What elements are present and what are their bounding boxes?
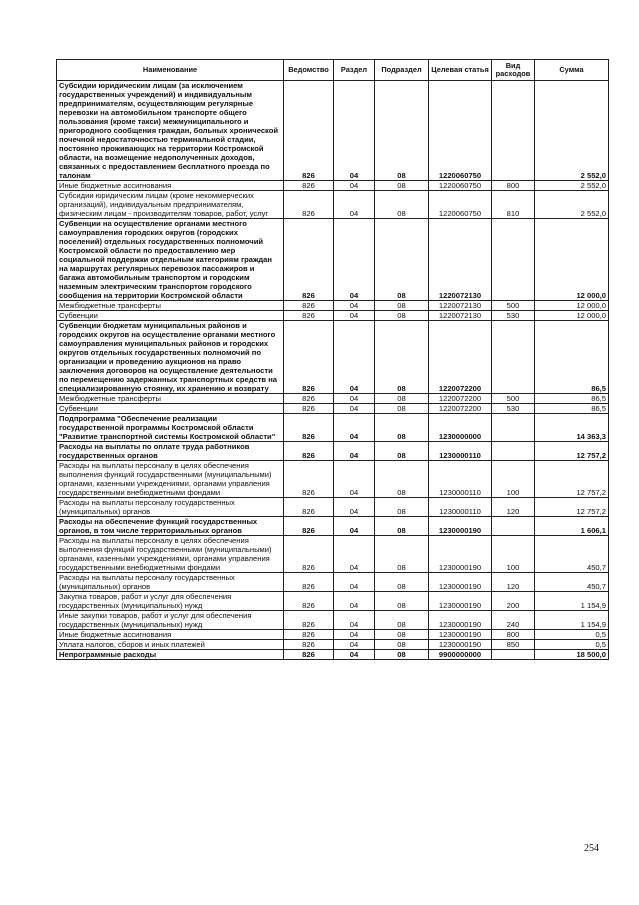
cell-section: 04 (334, 498, 375, 517)
budget-table (56, 59, 609, 660)
cell-subsection: 08 (375, 650, 429, 660)
cell-dept: 826 (284, 191, 334, 219)
cell-dept: 826 (284, 517, 334, 536)
cell-type: 500 (492, 301, 535, 311)
cell-name: Расходы на выплаты персоналу в целях обеспечения выполнения функций государственными (муниципальными) органами, казенными учреждениями, органами управления государственными внебюджетными фондами (57, 536, 284, 573)
cell-name: Расходы на выплаты персоналу государственных (муниципальных) органов (57, 498, 284, 517)
cell-type (492, 517, 535, 536)
table-row (57, 219, 609, 301)
cell-dept: 826 (284, 640, 334, 650)
cell-article: 1230000190 (429, 573, 492, 592)
header-article: Целевая статья (429, 60, 492, 81)
cell-subsection: 08 (375, 191, 429, 219)
cell-article: 9900000000 (429, 650, 492, 660)
cell-section: 04 (334, 517, 375, 536)
cell-subsection: 08 (375, 573, 429, 592)
cell-section: 04 (334, 311, 375, 321)
cell-subsection: 08 (375, 394, 429, 404)
cell-dept: 826 (284, 592, 334, 611)
cell-subsection: 08 (375, 404, 429, 414)
cell-sum: 12 000,0 (535, 311, 609, 321)
cell-name: Межбюджетные трансферты (57, 301, 284, 311)
table-row (57, 311, 609, 321)
cell-dept: 826 (284, 219, 334, 301)
cell-dept: 826 (284, 536, 334, 573)
cell-name: Расходы на выплаты персоналу государственных (муниципальных) органов (57, 573, 284, 592)
cell-article: 1230000110 (429, 498, 492, 517)
table-row (57, 592, 609, 611)
table-row (57, 301, 609, 311)
cell-dept: 826 (284, 442, 334, 461)
header-type: Вид расходов (492, 60, 535, 81)
cell-sum: 86,5 (535, 394, 609, 404)
cell-subsection: 08 (375, 517, 429, 536)
cell-sum: 2 552,0 (535, 191, 609, 219)
cell-name: Субвенции (57, 311, 284, 321)
cell-type: 530 (492, 404, 535, 414)
cell-subsection: 08 (375, 219, 429, 301)
cell-dept: 826 (284, 498, 334, 517)
cell-article: 1230000190 (429, 536, 492, 573)
cell-type: 800 (492, 181, 535, 191)
cell-dept: 826 (284, 321, 334, 394)
table-row (57, 461, 609, 498)
cell-subsection: 08 (375, 414, 429, 442)
cell-section: 04 (334, 404, 375, 414)
cell-section: 04 (334, 81, 375, 181)
table-row (57, 181, 609, 191)
table-row (57, 573, 609, 592)
cell-dept: 826 (284, 301, 334, 311)
cell-dept: 826 (284, 630, 334, 640)
table-row (57, 394, 609, 404)
cell-section: 04 (334, 181, 375, 191)
cell-type: 240 (492, 611, 535, 630)
cell-name: Субвенции (57, 404, 284, 414)
cell-sum: 14 363,3 (535, 414, 609, 442)
cell-type (492, 219, 535, 301)
cell-type: 850 (492, 640, 535, 650)
cell-name: Субсидии юридическим лицам (за исключением государственных учреждений) и индивидуальным предпринимателям, осуществляющим регулярные перевозки на автомобильном транспорте общего пользования (кроме такси) межмуниципального и пригородного сообщения граждан, больных хронической почечной недостаточностью терминальной стадии, постоянно проживающих на территории Костромской области, на возмещение недополученных доходов, связанных с предоставлением бесплатного проезда по талонам (57, 81, 284, 181)
cell-type: 120 (492, 573, 535, 592)
table-row (57, 414, 609, 442)
cell-dept: 826 (284, 311, 334, 321)
cell-sum: 450,7 (535, 573, 609, 592)
cell-article: 1220072200 (429, 394, 492, 404)
cell-article: 1220072200 (429, 404, 492, 414)
page-number: 254 (584, 843, 599, 854)
table-row (57, 442, 609, 461)
cell-section: 04 (334, 442, 375, 461)
cell-subsection: 08 (375, 442, 429, 461)
cell-name: Расходы на обеспечение функций государственных органов, в том числе территориальных органов (57, 517, 284, 536)
cell-article: 1220060750 (429, 191, 492, 219)
table-row (57, 536, 609, 573)
cell-section: 04 (334, 640, 375, 650)
table-row (57, 81, 609, 181)
cell-section: 04 (334, 394, 375, 404)
table-header-row (57, 60, 609, 81)
cell-dept: 826 (284, 81, 334, 181)
cell-dept: 826 (284, 573, 334, 592)
cell-dept: 826 (284, 181, 334, 191)
cell-type: 100 (492, 536, 535, 573)
cell-section: 04 (334, 414, 375, 442)
cell-article: 1230000190 (429, 611, 492, 630)
cell-article: 1230000190 (429, 640, 492, 650)
cell-type: 120 (492, 498, 535, 517)
cell-section: 04 (334, 321, 375, 394)
cell-sum: 12 000,0 (535, 219, 609, 301)
cell-name: Расходы на выплаты по оплате труда работников государственных органов (57, 442, 284, 461)
cell-name: Уплата налогов, сборов и иных платежей (57, 640, 284, 650)
table-row (57, 517, 609, 536)
cell-sum: 18 500,0 (535, 650, 609, 660)
cell-sum: 1 154,9 (535, 611, 609, 630)
cell-section: 04 (334, 650, 375, 660)
cell-sum: 86,5 (535, 321, 609, 394)
cell-dept: 826 (284, 461, 334, 498)
cell-subsection: 08 (375, 640, 429, 650)
cell-name: Субвенции бюджетам муниципальных районов и городских округов на осуществление органами местного самоуправления муниципальных районов и городских округов отдельных государственных полномочий по организации и проведению аукционов на право заключения договоров на осуществление деятельности по перемещению задержанных транспортных средств на специализированную стоянку, их хранению и возврату (57, 321, 284, 394)
cell-sum: 2 552,0 (535, 181, 609, 191)
cell-subsection: 08 (375, 536, 429, 573)
cell-type: 530 (492, 311, 535, 321)
cell-type (492, 650, 535, 660)
cell-name: Закупка товаров, работ и услуг для обеспечения государственных (муниципальных) нужд (57, 592, 284, 611)
cell-subsection: 08 (375, 311, 429, 321)
cell-name: Иные закупки товаров, работ и услуг для обеспечения государственных (муниципальных) нужд (57, 611, 284, 630)
cell-section: 04 (334, 191, 375, 219)
header-name: Наименование (57, 60, 284, 81)
header-sum: Сумма (535, 60, 609, 81)
cell-subsection: 08 (375, 592, 429, 611)
cell-name: Субвенции на осуществление органами местного самоуправления городских округов (городских поселений) отдельных государственных полномочий Костромской области по предоставлению мер социальной поддержки отдельным категориям граждан на маршрутах регулярных перевозок пассажиров и багажа автомобильным транспортом и городским наземным электрическим транспортом городского сообщения на территории Костромской области (57, 219, 284, 301)
cell-type: 100 (492, 461, 535, 498)
table-row (57, 321, 609, 394)
header-dept: Ведомство (284, 60, 334, 81)
cell-subsection: 08 (375, 181, 429, 191)
header-subsection: Подраздел (375, 60, 429, 81)
cell-article: 1230000000 (429, 414, 492, 442)
cell-section: 04 (334, 301, 375, 311)
cell-sum: 12 757,2 (535, 442, 609, 461)
table-row (57, 498, 609, 517)
cell-sum: 12 757,2 (535, 498, 609, 517)
cell-name: Иные бюджетные ассигнования (57, 181, 284, 191)
table-row (57, 404, 609, 414)
cell-sum: 86,5 (535, 404, 609, 414)
cell-dept: 826 (284, 394, 334, 404)
cell-section: 04 (334, 611, 375, 630)
cell-article: 1230000190 (429, 517, 492, 536)
cell-type: 800 (492, 630, 535, 640)
table-row (57, 630, 609, 640)
cell-name: Непрограммные расходы (57, 650, 284, 660)
cell-subsection: 08 (375, 630, 429, 640)
cell-dept: 826 (284, 414, 334, 442)
cell-article: 1230000190 (429, 630, 492, 640)
cell-name: Расходы на выплаты персоналу в целях обеспечения выполнения функций государственными (муниципальными) органами, казенными учреждениями, органами управления государственными внебюджетными фондами (57, 461, 284, 498)
cell-article: 1220072130 (429, 219, 492, 301)
cell-sum: 450,7 (535, 536, 609, 573)
cell-name: Межбюджетные трансферты (57, 394, 284, 404)
cell-section: 04 (334, 630, 375, 640)
cell-section: 04 (334, 573, 375, 592)
budget-document-page (56, 59, 608, 660)
cell-article: 1230000110 (429, 442, 492, 461)
cell-type (492, 414, 535, 442)
cell-section: 04 (334, 219, 375, 301)
cell-article: 1220072130 (429, 311, 492, 321)
cell-type: 200 (492, 592, 535, 611)
table-row (57, 650, 609, 660)
cell-sum: 2 552,0 (535, 81, 609, 181)
cell-type: 810 (492, 191, 535, 219)
cell-dept: 826 (284, 611, 334, 630)
cell-sum: 1 606,1 (535, 517, 609, 536)
cell-sum: 0,5 (535, 640, 609, 650)
table-body (57, 81, 609, 660)
cell-subsection: 08 (375, 301, 429, 311)
cell-article: 1220060750 (429, 81, 492, 181)
cell-section: 04 (334, 592, 375, 611)
table-row (57, 611, 609, 630)
cell-section: 04 (334, 461, 375, 498)
cell-section: 04 (334, 536, 375, 573)
table-row (57, 191, 609, 219)
cell-subsection: 08 (375, 81, 429, 181)
cell-article: 1230000190 (429, 592, 492, 611)
cell-name: Субсидии юридическим лицам (кроме некоммерческих организаций), индивидуальным предпринимателям, физическим лицам - производителям товаров, работ, услуг (57, 191, 284, 219)
cell-subsection: 08 (375, 461, 429, 498)
table-row (57, 640, 609, 650)
cell-type (492, 442, 535, 461)
cell-dept: 826 (284, 404, 334, 414)
cell-subsection: 08 (375, 498, 429, 517)
cell-type (492, 321, 535, 394)
cell-subsection: 08 (375, 611, 429, 630)
cell-type: 500 (492, 394, 535, 404)
cell-sum: 12 000,0 (535, 301, 609, 311)
cell-sum: 1 154,9 (535, 592, 609, 611)
header-section: Раздел (334, 60, 375, 81)
cell-name: Подпрограмма "Обеспечение реализации государственной программы Костромской области "Развитие транспортной системы Костромской области" (57, 414, 284, 442)
cell-name: Иные бюджетные ассигнования (57, 630, 284, 640)
cell-sum: 0,5 (535, 630, 609, 640)
cell-article: 1220072200 (429, 321, 492, 394)
cell-article: 1220060750 (429, 181, 492, 191)
cell-article: 1230000110 (429, 461, 492, 498)
cell-sum: 12 757,2 (535, 461, 609, 498)
cell-subsection: 08 (375, 321, 429, 394)
cell-article: 1220072130 (429, 301, 492, 311)
cell-dept: 826 (284, 650, 334, 660)
cell-type (492, 81, 535, 181)
